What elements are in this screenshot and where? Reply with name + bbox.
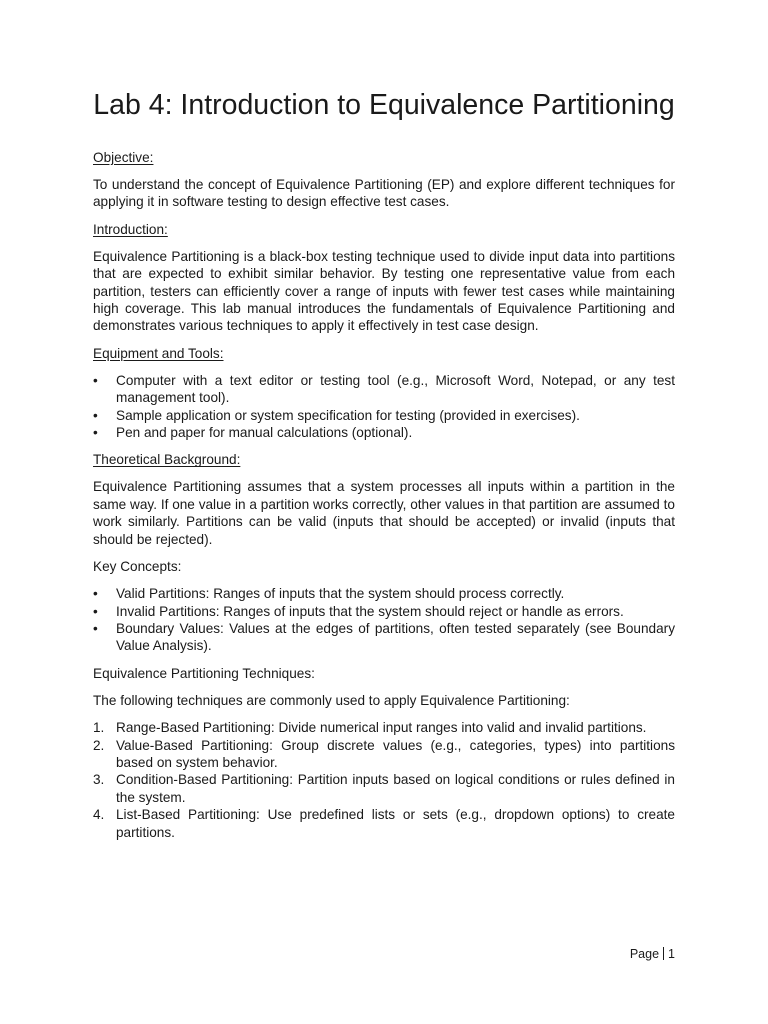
key-concepts-list	[93, 585, 675, 655]
bullet-icon: •	[93, 425, 98, 441]
page-title: Lab 4: Introduction to Equivalence Partitioning	[93, 89, 675, 121]
list-item-text: Computer with a text editor or testing tool (e.g., Microsoft Word, Notepad, or any test management tool).	[116, 372, 675, 406]
list-item-text: Range-Based Partitioning: Divide numerical input ranges into valid and invalid partitions.	[116, 720, 647, 736]
footer-divider	[663, 947, 664, 960]
key-concepts-heading: Key Concepts:	[93, 559, 182, 575]
bullet-icon: •	[93, 372, 98, 388]
list-item	[93, 372, 675, 407]
list-item	[93, 771, 675, 806]
list-item	[93, 603, 675, 620]
techniques-heading: Equivalence Partitioning Techniques:	[93, 665, 315, 681]
list-item	[93, 806, 675, 841]
list-item	[93, 424, 675, 441]
page-label: Page	[629, 947, 660, 961]
list-item-text: List-Based Partitioning: Use predefined lists or sets (e.g., dropdown options) to create partitions.	[116, 807, 675, 840]
bullet-icon: •	[93, 620, 98, 636]
objective-heading: Objective:	[93, 150, 154, 165]
bullet-icon: •	[93, 586, 98, 602]
page-footer	[630, 946, 675, 962]
list-item-text: Value-Based Partitioning: Group discrete values (e.g., categories, types) into partitions based on system behavior.	[116, 737, 675, 770]
techniques-list	[93, 719, 675, 841]
bullet-icon: •	[93, 603, 98, 619]
equipment-heading: Equipment and Tools:	[93, 345, 224, 361]
list-number: 1.	[93, 720, 105, 736]
objective-text: To understand the concept of Equivalence Partitioning (EP) and explore different techniques for applying it in software testing to design effective test cases.	[93, 177, 675, 210]
list-item-text: Invalid Partitions: Ranges of inputs that the system should reject or handle as errors.	[116, 603, 624, 619]
list-number: 3.	[93, 772, 105, 788]
list-item	[93, 407, 675, 424]
introduction-text: Equivalence Partitioning is a black-box testing technique used to divide input data into partitions that are expected to exhibit similar behavior. By testing one representative value from each partition, testers can efficiently cover a range of inputs with fewer test cases while maintaining high coverage. This lab manual introduces the fundamentals of Equivalence Partitioning and demonstrates various techniques to apply it effectively in test case design.	[93, 248, 675, 334]
list-item	[93, 620, 675, 655]
list-item-text: Pen and paper for manual calculations (optional).	[116, 425, 413, 441]
list-item-text: Boundary Values: Values at the edges of partitions, often tested separately (see Boundary Value Analysis).	[116, 620, 675, 654]
theory-text: Equivalence Partitioning assumes that a system processes all inputs within a partition in the same way. If one value in a partition works correctly, other values in that partition are assumed to work similarly. Partitions can be valid (inputs that should be accepted) or invalid (inputs that should be rejected).	[93, 479, 675, 547]
bullet-icon: •	[93, 407, 98, 423]
techniques-intro: The following techniques are commonly used to apply Equivalence Partitioning:	[93, 692, 570, 708]
list-item-text: Sample application or system specification for testing (provided in exercises).	[116, 407, 580, 423]
list-item	[93, 585, 675, 602]
list-number: 4.	[93, 807, 105, 823]
list-number: 2.	[93, 737, 105, 753]
list-item-text: Valid Partitions: Ranges of inputs that the system should process correctly.	[116, 586, 565, 602]
list-item	[93, 719, 675, 736]
page-number: 1	[668, 947, 675, 961]
introduction-heading: Introduction:	[93, 221, 168, 237]
theory-heading: Theoretical Background:	[93, 452, 241, 468]
list-item	[93, 737, 675, 772]
equipment-list	[93, 372, 675, 442]
document-page	[93, 86, 675, 851]
list-item-text: Condition-Based Partitioning: Partition inputs based on logical conditions or rules defined in the system.	[116, 772, 675, 805]
